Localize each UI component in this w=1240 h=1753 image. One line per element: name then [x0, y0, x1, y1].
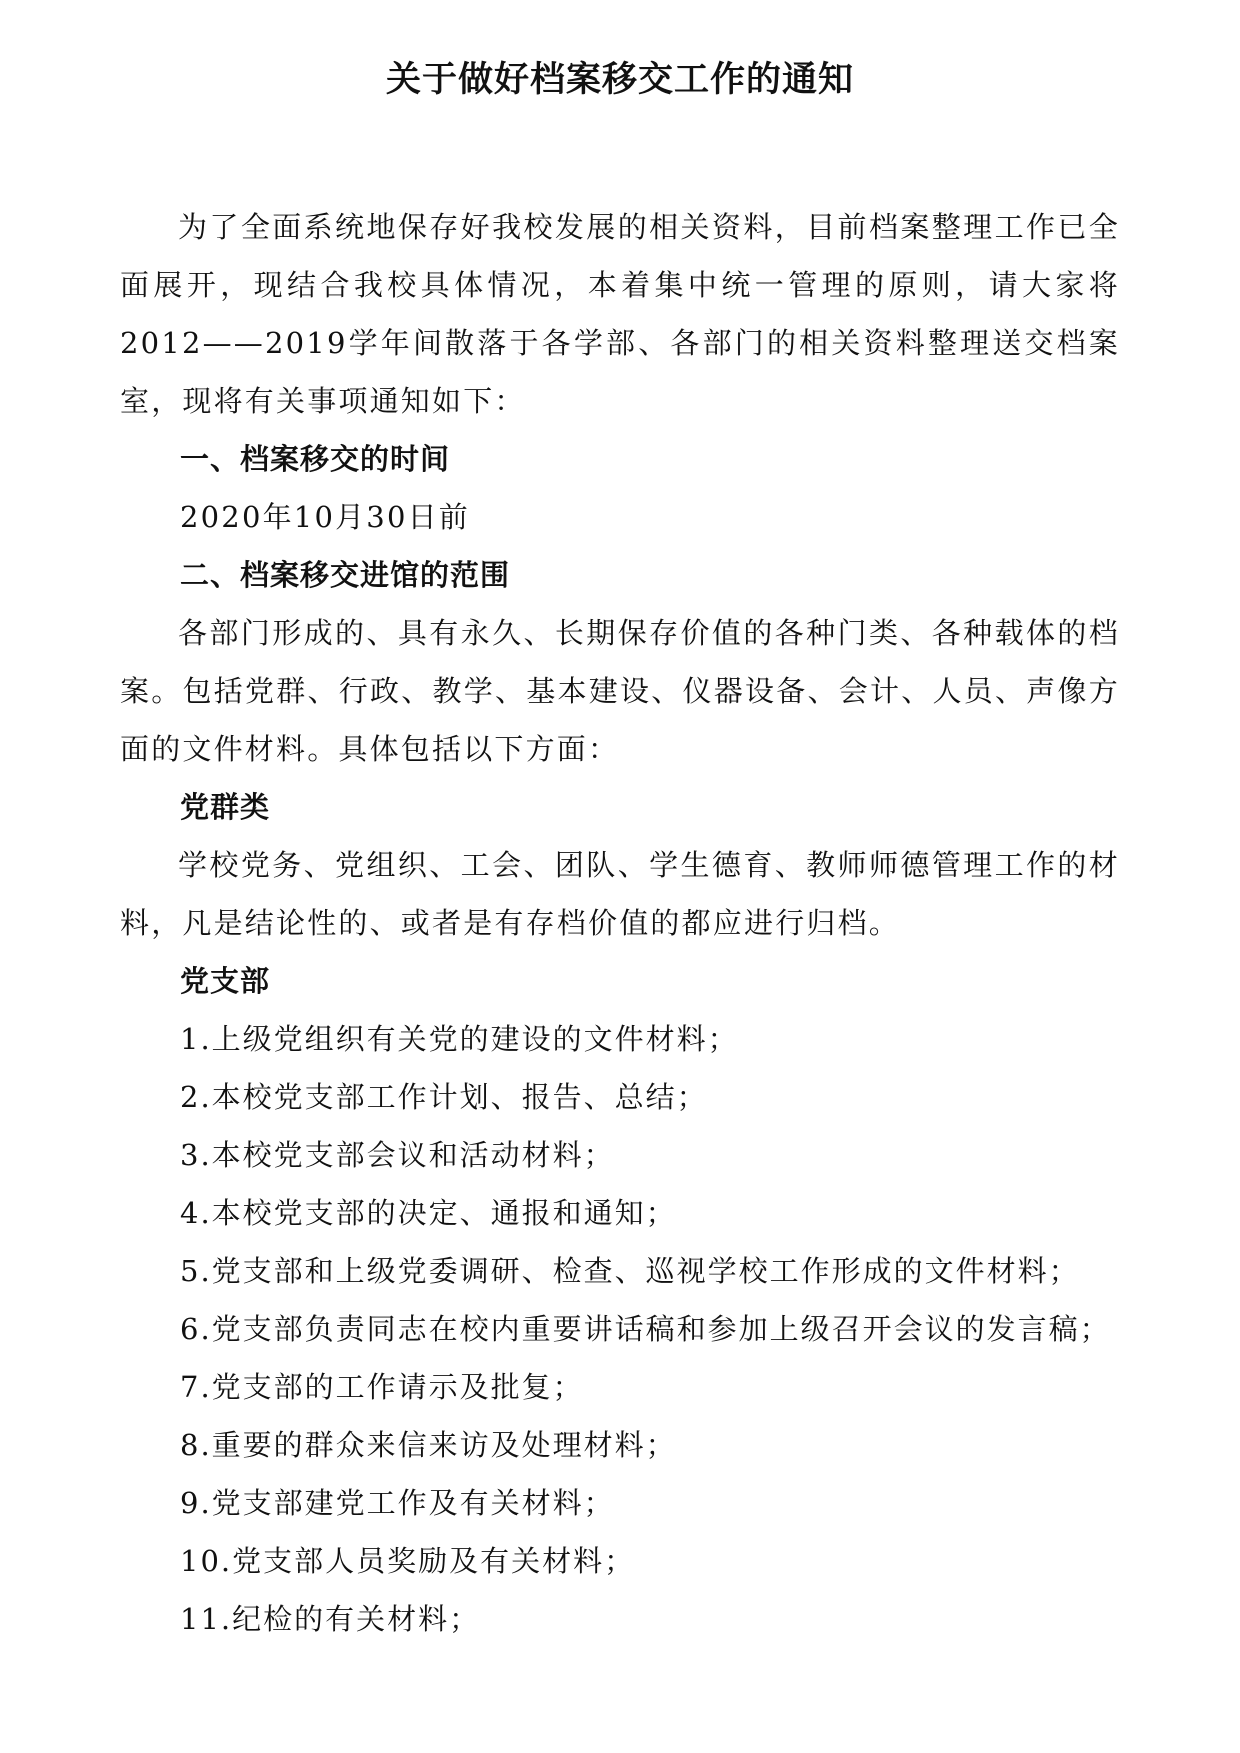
list-item: 10.党支部人员奖励及有关材料； [180, 1544, 636, 1578]
intro-paragraph: 为了全面系统地保存好我校发展的相关资料，目前档案整理工作已全面展开，现结合我校具体情况，本着集中统一管理的原则，请大家将2012——2019学年间散落于各学部、各部门的相关资料整理送交档案室，现将有关事项通知如下： [120, 210, 1120, 418]
list-item: 1.上级党组织有关党的建设的文件材料； [180, 1022, 739, 1056]
list-item: 5.党支部和上级党委调研、检查、巡视学校工作形成的文件材料； [180, 1254, 1080, 1288]
list-item: 8.重要的群众来信来访及处理材料； [180, 1428, 677, 1462]
intro-paragraph-block [120, 198, 1120, 430]
section1-heading: 一、档案移交的时间 [180, 442, 451, 476]
list-item: 7.党支部的工作请示及批复； [180, 1370, 584, 1404]
section2-paragraph: 各部门形成的、具有永久、长期保存价值的各种门类、各种载体的档案。包括党群、行政、教学、基本建设、仪器设备、会计、人员、声像方面的文件材料。具体包括以下方面： [120, 616, 1120, 766]
document-title: 关于做好档案移交工作的通知 [385, 59, 854, 100]
list-item: 4.本校党支部的决定、通报和通知； [180, 1196, 677, 1230]
list-item: 2.本校党支部工作计划、报告、总结； [180, 1080, 708, 1114]
category-paragraph-block [120, 836, 1120, 952]
list-item: 9.党支部建党工作及有关材料； [180, 1486, 615, 1520]
list-item: 11.纪检的有关材料； [180, 1602, 481, 1636]
category-paragraph: 学校党务、党组织、工会、团队、学生德育、教师师德管理工作的材料，凡是结论性的、或者是有存档价值的都应进行归档。 [120, 848, 1120, 940]
section2-heading: 二、档案移交进馆的范围 [180, 558, 511, 592]
list-item: 3.本校党支部会议和活动材料； [180, 1138, 615, 1172]
section2-paragraph-block [120, 604, 1120, 778]
section1-text: 2020年10月30日前 [180, 500, 471, 534]
category-heading-party: 党群类 [180, 790, 271, 824]
subcategory-heading-branch: 党支部 [180, 964, 271, 998]
list-item: 6.党支部负责同志在校内重要讲话稿和参加上级召开会议的发言稿； [180, 1312, 1111, 1346]
